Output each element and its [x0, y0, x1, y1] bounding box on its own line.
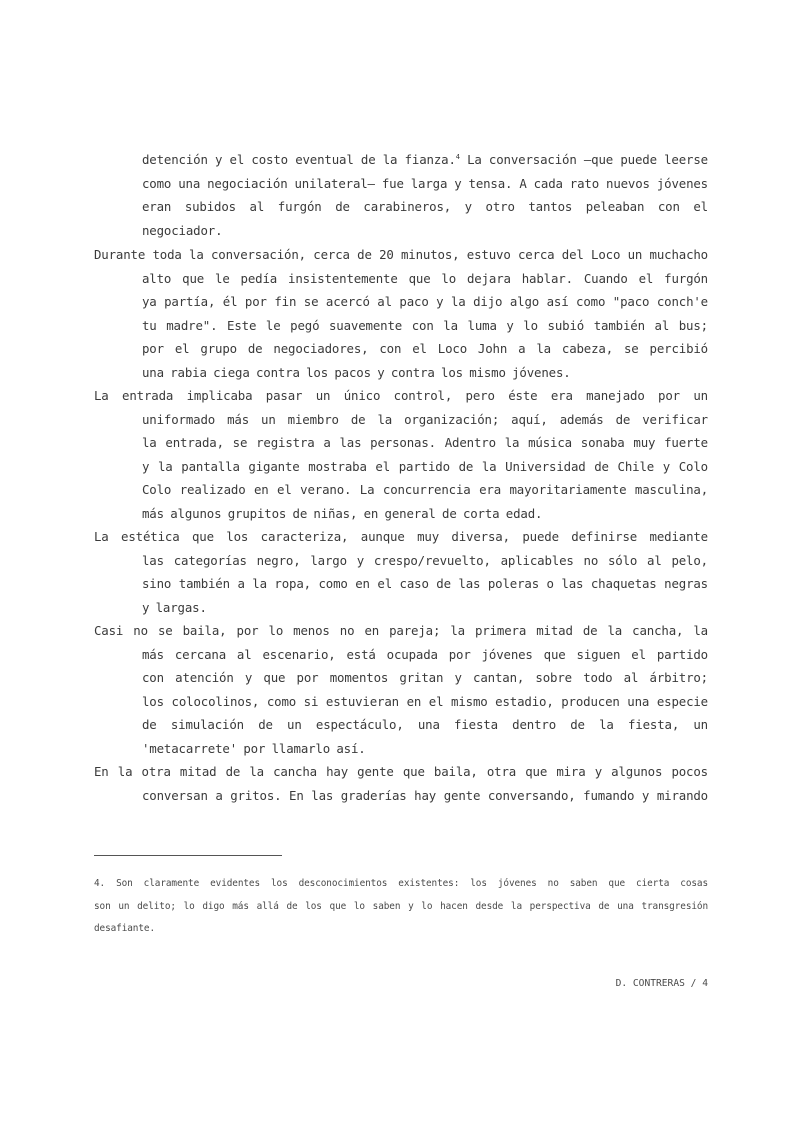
paragraph-line: una rabia ciega contra los pacos y contra los mismo jóvenes. [142, 364, 571, 380]
footnote-line: 4. Son claramente evidentes los desconocimientos existentes: los jóvenes no saben que cierta cosas [94, 878, 708, 889]
paragraph-line: más algunos grupitos de niñas, en general de corta edad. [142, 505, 543, 521]
paragraph-line: con atención y que por momentos gritan y cantan, sobre todo al árbitro; [142, 670, 708, 685]
paragraph-line: uniformado más un miembro de la organización; aquí, además de verificar [142, 411, 708, 427]
paragraph-line: de simulación de un espectáculo, una fiesta dentro de la fiesta, un [142, 717, 708, 732]
paragraph-line: por el grupo de negociadores, con el Loco John a la cabeza, se percibió [142, 341, 708, 356]
paragraph-line: conversan a gritos. En las graderías hay gente conversando, fumando y mirando [142, 787, 708, 803]
paragraph-line: La estética que los caracteriza, aunque muy diversa, puede definirse mediante [94, 529, 708, 544]
footnote-reference[interactable]: 4 [455, 153, 460, 161]
paragraph-6 [94, 760, 708, 807]
paragraph-4 [94, 525, 708, 619]
paragraph-line: sino también a la ropa, como en el caso de las poleras o las chaquetas negras [142, 576, 708, 591]
paragraph-line: Colo realizado en el verano. La concurrencia era mayoritariamente masculina, [142, 482, 708, 497]
line-text: detención y el costo eventual de la fianza. [142, 152, 456, 167]
footnote-4 [94, 873, 708, 941]
paragraph-line: ya partía, él por fin se acercó al paco y la dijo algo así como "paco conch'e [142, 294, 708, 309]
paragraph-line: Casi no se baila, por lo menos no en pareja; la primera mitad de la cancha, la [94, 623, 708, 638]
paragraph-3 [94, 384, 708, 525]
paragraph-line: la entrada, se registra a las personas. Adentro la música sonaba muy fuerte [142, 435, 708, 450]
paragraph-2 [94, 243, 708, 384]
paragraph-line: eran subidos al furgón de carabineros, y otro tantos peleaban con el [142, 199, 708, 214]
paragraph-line: las categorías negro, largo y crespo/revuelto, aplicables no sólo al pelo, [142, 552, 708, 568]
paragraph-line: como una negociación unilateral— fue larga y tensa. A cada rato nuevos jóvenes [142, 175, 708, 191]
footnote-line: son un delito; lo digo más allá de los que lo saben y lo hacen desde la perspectiva de una transgresión [94, 900, 708, 912]
paragraph-line: y largas. [142, 599, 207, 615]
paragraph-line: Durante toda la conversación, cerca de 20 minutos, estuvo cerca del Loco un muchacho [94, 247, 708, 262]
paragraph-line: y la pantalla gigante mostraba el partido de la Universidad de Chile y Colo [142, 458, 708, 474]
footnote-line: desafiante. [94, 923, 155, 934]
paragraph-line: En la otra mitad de la cancha hay gente que baila, otra que mira y algunos pocos [94, 764, 708, 779]
footnote-separator [94, 855, 282, 856]
page-footer: D. CONTRERAS / 4 [615, 978, 708, 989]
paragraph-line: más cercana al escenario, está ocupada por jóvenes que siguen el partido [142, 646, 708, 662]
paragraph-line: alto que le pedía insistentemente que lo dejara hablar. Cuando el furgón [142, 270, 708, 286]
paragraph-5 [94, 619, 708, 760]
paragraph-line: negociador. [142, 222, 223, 238]
line-text: La conversación —que puede leerse [459, 152, 708, 167]
paragraph-line [94, 148, 708, 172]
paragraph-1 [94, 148, 708, 242]
paragraph-line: La entrada implicaba pasar un único control, pero éste era manejado por un [94, 388, 708, 403]
paragraph-line: tu madre". Este le pegó suavemente con la luma y lo subió también al bus; [142, 317, 708, 333]
paragraph-line: 'metacarrete' por llamarlo así. [142, 740, 366, 756]
paragraph-line: los colocolinos, como si estuvieran en el mismo estadio, producen una especie [142, 693, 708, 709]
